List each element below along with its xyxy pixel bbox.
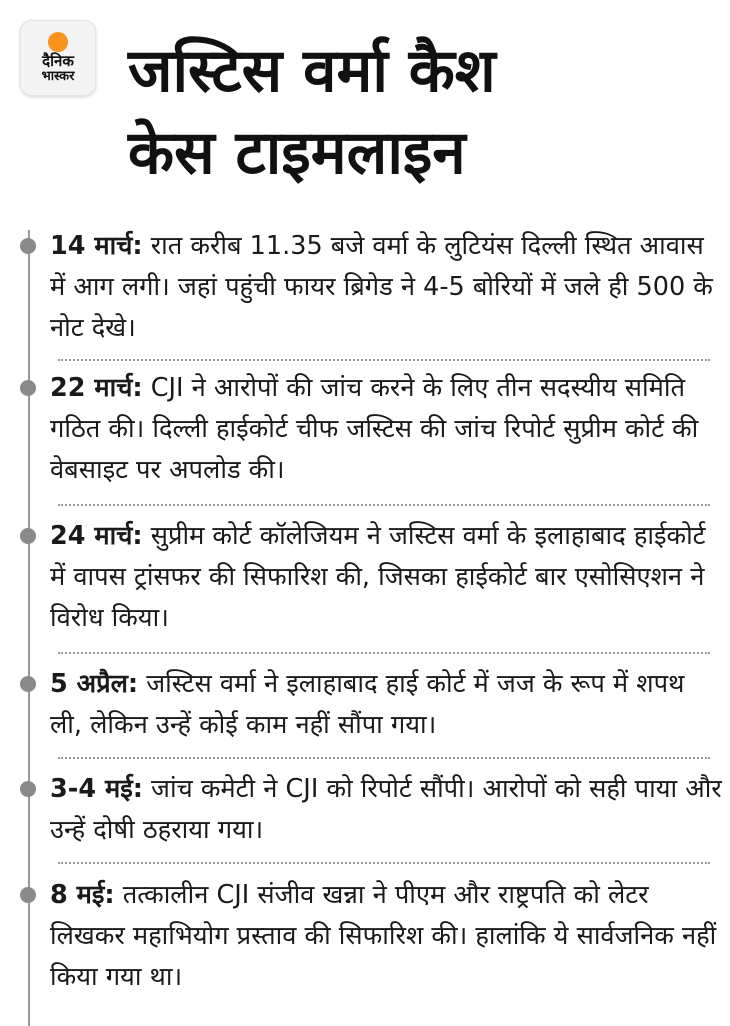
entry-separator	[58, 757, 710, 759]
entry-date: 5 अप्रैल:	[50, 669, 139, 699]
entry-body: CJI ने आरोपों की जांच करने के लिए तीन सदस्यीय समिति गठित की। दिल्ली हाईकोर्ट चीफ जस्टिस की जांच रिपोर्ट सुप्रीम कोर्ट की वेबसाइट पर अपलोड की।	[50, 373, 699, 485]
entry-text	[50, 516, 722, 639]
timeline-dot	[20, 676, 36, 692]
entry-date: 24 मार्च:	[50, 521, 143, 551]
timeline-dot	[20, 238, 36, 254]
title-line2: केस टाइमलाइन	[128, 118, 466, 188]
timeline-dot	[20, 380, 36, 396]
timeline-dot	[20, 781, 36, 797]
entry-text	[50, 875, 722, 998]
dainik-bhaskar-logo	[20, 20, 96, 96]
entry-text	[50, 226, 722, 349]
entry-date: 22 मार्च:	[50, 373, 143, 403]
entry-separator	[58, 359, 710, 361]
entry-text	[50, 769, 722, 851]
entry-date: 14 मार्च:	[50, 231, 143, 261]
entry-body: रात करीब 11.35 बजे वर्मा के लुटियंस दिल्ली स्थित आवास में आग लगी। जहां पहुंची फायर ब्रिगेड ने 4-5 बोरियों में जले ही 500 के नोट देखे।	[50, 231, 713, 343]
entry-separator	[58, 652, 710, 654]
entry-separator	[58, 504, 710, 506]
entry-body: जांच कमेटी ने CJI को रिपोर्ट सौंपी। आरोपों को सही पाया और उन्हें दोषी ठहराया गया।	[50, 774, 722, 845]
logo-text-line1: दैनिक	[42, 52, 74, 70]
sun-logo-icon	[48, 32, 68, 52]
timeline-line	[28, 230, 30, 1026]
page-title	[128, 30, 708, 194]
entry-text	[50, 664, 722, 746]
entry-body: तत्कालीन CJI संजीव खन्ना ने पीएम और राष्ट्रपति को लेटर लिखकर महाभियोग प्रस्ताव की सिफारिश की। हालांकि ये सार्वजनिक नहीं किया गया था।	[50, 880, 717, 992]
entry-text	[50, 368, 722, 491]
entry-date: 8 मई:	[50, 880, 115, 910]
timeline-dot	[20, 528, 36, 544]
entry-body: सुप्रीम कोर्ट कॉलेजियम ने जस्टिस वर्मा के इलाहाबाद हाईकोर्ट में वापस ट्रांसफर की सिफारिश की, जिसका हाईकोर्ट बार एसोसिएशन ने विरोध किया।	[50, 521, 706, 633]
title-line1: जस्टिस वर्मा कैश	[128, 36, 496, 106]
timeline-dot	[20, 887, 36, 903]
logo-text-line2: भास्कर	[41, 69, 75, 84]
entry-body: जस्टिस वर्मा ने इलाहाबाद हाई कोर्ट में जज के रूप में शपथ ली, लेकिन उन्हें कोई काम नहीं सौंपा गया।	[50, 669, 685, 740]
entry-separator	[58, 862, 710, 864]
entry-date: 3-4 मई:	[50, 774, 143, 804]
